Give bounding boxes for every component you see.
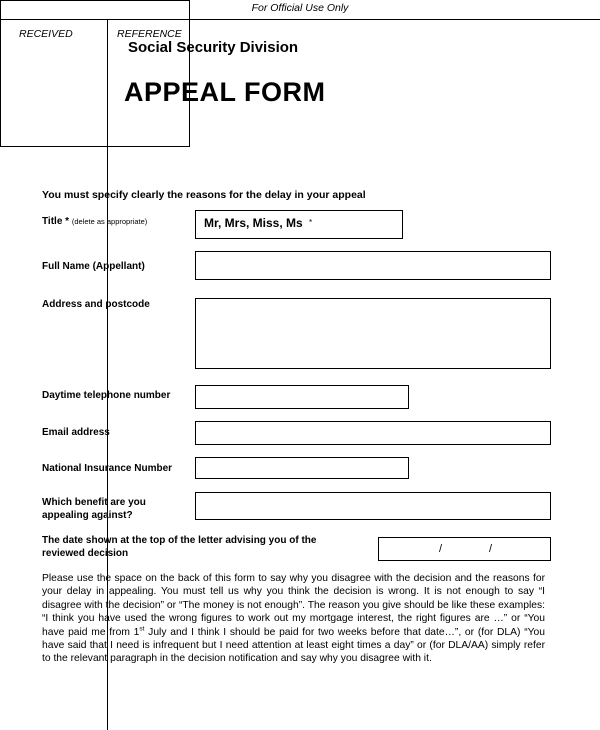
full-name-field[interactable] <box>195 251 551 280</box>
benefit-label-line1: Which benefit are you <box>42 497 146 508</box>
instructions-part1: Please use the space on the back of this form to say why you disagree with the decision and the reasons for your delay in appealing. You must tell us why you think the decision is wrong. It is not enough to say “I disagree with the decision” or “The money is not enough”. The reason you give should be like these examples: “I think you have used the wrong figures to work out my mortgage interest, the right figures are …” or “You have paid me from 1 <box>42 573 545 638</box>
instructions-part2: July and I think I should be paid for two weeks before that date…”, or (for DLA) “You have said that I need is infrequent but I need attention at least eight times a day” or (for DLA/AA) simply refer to the relevant paragraph in the decision notification and say why you disagree with it. <box>42 626 545 665</box>
address-label: Address and postcode <box>42 299 150 310</box>
date-separator-1: / <box>439 543 443 555</box>
title-label <box>42 215 147 228</box>
title-label-text: Title * <box>42 216 70 227</box>
official-use-heading: For Official Use Only <box>0 0 600 20</box>
benefit-label-line2: appealing against? <box>42 510 133 521</box>
address-field[interactable] <box>195 298 551 369</box>
division-name: Social Security Division <box>128 39 299 56</box>
title-options: Mr, Mrs, Miss, Ms <box>204 216 303 230</box>
benefit-field[interactable] <box>195 492 551 520</box>
date-field[interactable] <box>378 537 551 561</box>
phone-field[interactable] <box>195 385 409 409</box>
date-label-line2: reviewed decision <box>42 548 129 559</box>
benefit-label <box>42 496 146 522</box>
reference-label: REFERENCE <box>117 28 182 40</box>
instructions-superscript: st <box>139 625 145 633</box>
title-note: (delete as appropriate) <box>71 217 148 226</box>
intro-instruction: You must specify clearly the reasons for the delay in your appeal <box>42 189 366 201</box>
email-field[interactable] <box>195 421 551 445</box>
title-star: * <box>309 218 313 227</box>
email-label: Email address <box>42 427 110 438</box>
date-label-line1: The date shown at the top of the letter advising you of the <box>42 535 317 546</box>
date-separator-2: / <box>489 543 493 555</box>
phone-label: Daytime telephone number <box>42 390 171 401</box>
date-label <box>42 534 316 560</box>
received-label: RECEIVED <box>19 28 73 40</box>
instructions-paragraph <box>42 572 545 666</box>
full-name-label: Full Name (Appellant) <box>42 261 145 272</box>
page-title: APPEAL FORM <box>124 77 326 107</box>
ni-field[interactable] <box>195 457 409 479</box>
title-field[interactable] <box>195 210 403 239</box>
ni-label: National Insurance Number <box>42 463 173 474</box>
